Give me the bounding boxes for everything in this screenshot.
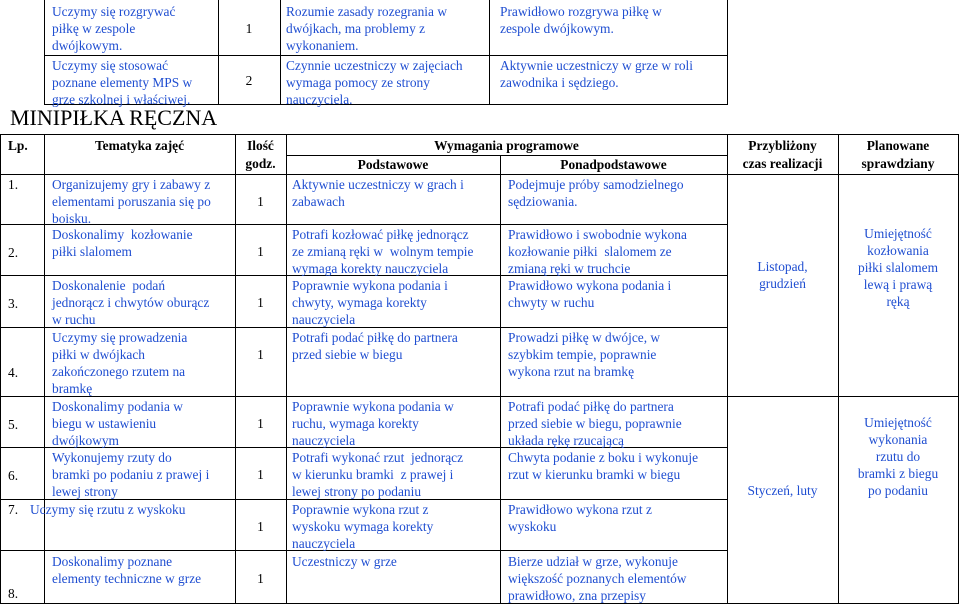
top-row-2-advanced-line: Aktywnie uczestniczy w grze w roli xyxy=(500,58,693,73)
row-basic-line: Potrafi kozłować piłkę jednorącz xyxy=(292,227,469,242)
top-row-2-topic-line: grze szkolnej i właściwej. xyxy=(52,92,191,107)
header-tests-line: sprawdziany xyxy=(861,156,935,171)
row-advanced-line: przed siebie w biegu, poprawnie xyxy=(508,416,682,431)
test-group-1-line: kozłowania xyxy=(867,243,929,258)
test-group-2-line: bramki z biegu xyxy=(857,466,939,481)
test-group-2-line: po podaniu xyxy=(868,483,928,498)
row-basic-line: nauczyciela xyxy=(292,433,356,448)
section-title: MINIPIŁKA RĘCZNA xyxy=(10,105,218,130)
row-basic-line: Uczestniczy w grze xyxy=(292,554,397,569)
row-advanced-line: wyskoku xyxy=(508,519,557,534)
row-basic-line: Poprawnie wykona podania i xyxy=(292,278,448,293)
header-time-line: czas realizacji xyxy=(742,156,823,171)
row-basic-line: chwyty, wymaga korekty xyxy=(292,295,427,310)
row-topic-line: Doskonalimy poznane xyxy=(52,554,173,569)
row-advanced-line: Potrafi podać piłkę do partnera xyxy=(508,399,674,414)
row-basic-line: lewej strony po podaniu xyxy=(292,484,422,499)
row-lp: 7. xyxy=(8,502,19,517)
row-topic-line: boisku. xyxy=(52,211,92,226)
header-hours-line: godz. xyxy=(245,156,276,171)
row-hours: 1 xyxy=(257,467,264,482)
test-group-2-line: Umiejętność xyxy=(864,415,932,430)
header-time-line: Przybliżony xyxy=(748,138,817,153)
row-topic-line: lewej strony xyxy=(52,484,118,499)
test-group-1-line: piłki slalomem xyxy=(858,260,938,275)
top-row-2-basic-line: Czynnie uczestniczy w zajęciach xyxy=(286,58,463,73)
row-basic-line: wyskoku wymaga korekty xyxy=(292,519,434,534)
row-hours: 1 xyxy=(257,571,264,586)
test-group-2-line: wykonania xyxy=(868,432,928,447)
row-topic-line: bramki po podaniu z prawej i xyxy=(52,467,210,482)
row-hours: 1 xyxy=(257,295,264,310)
row-topic-line: bramkę xyxy=(52,381,93,396)
row-lp: 8. xyxy=(8,586,19,601)
top-row-1-topic-line: dwójkowym. xyxy=(52,38,123,53)
row-advanced-line: rzut w kierunku bramki w biegu xyxy=(508,467,681,482)
row-basic-line: Poprawnie wykona rzut z xyxy=(292,502,429,517)
top-row-2-basic-line: wymaga pomocy ze strony xyxy=(286,75,430,90)
time-group-1-line: grudzień xyxy=(759,276,806,291)
header-requirements: Wymagania programowe xyxy=(434,138,579,153)
row-basic-line: nauczyciela xyxy=(292,312,356,327)
top-row-2-basic-line: nauczyciela. xyxy=(286,92,353,107)
header-hours-line: Ilość xyxy=(247,138,274,153)
row-advanced-line: prawidłowo, zna przepisy xyxy=(508,588,646,603)
row-lp: 6. xyxy=(8,468,19,483)
row-advanced-line: wykona rzut na bramkę xyxy=(508,364,635,379)
row-advanced-line: Prawidłowo wykona rzut z xyxy=(508,502,652,517)
row-topic-line: Wykonujemy rzuty do xyxy=(52,450,172,465)
top-row-1-topic-line: Uczymy się rozgrywać xyxy=(52,4,176,19)
row-topic-line: Doskonalenie podań xyxy=(52,278,166,293)
top-row-1-basic-line: wykonaniem. xyxy=(286,38,359,53)
top-row-1-basic-line: dwójkach, ma problemy z xyxy=(286,21,426,36)
row-lp: 4. xyxy=(8,365,19,380)
row-topic-line: Uczymy się prowadzenia xyxy=(52,330,188,345)
row-topic-line: biegu w ustawieniu xyxy=(52,416,157,431)
header-advanced: Ponadpodstawowe xyxy=(560,157,667,172)
row-topic-line: Uczymy się rzutu z wyskoku xyxy=(30,502,186,517)
row-topic-line: piłki slalomem xyxy=(52,244,132,259)
row-topic-line: dwójkowym xyxy=(52,433,119,448)
time-group-1-line: Listopad, xyxy=(757,259,808,274)
row-advanced-line: zmianą ręki w truchcie xyxy=(508,261,631,276)
test-group-1-line: lewą i prawą xyxy=(863,277,933,292)
top-row-2-topic-line: poznane elementy MPS w xyxy=(52,75,193,90)
row-advanced-line: Prowadzi piłkę w dwójce, w xyxy=(508,330,661,345)
row-topic-line: Organizujemy gry i zabawy z xyxy=(52,177,211,192)
top-row-2-topic-line: Uczymy się stosować xyxy=(52,58,169,73)
header-tests-line: Planowane xyxy=(866,138,930,153)
row-topic-line: w ruchu xyxy=(52,312,96,327)
row-basic-line: Aktywnie uczestniczy w grach i xyxy=(292,177,464,192)
row-basic-line: przed siebie w biegu xyxy=(292,347,403,362)
row-basic-line: Potrafi podać piłkę do partnera xyxy=(292,330,458,345)
row-lp: 3. xyxy=(8,296,19,311)
row-advanced-line: szybkim tempie, poprawnie xyxy=(508,347,657,362)
row-topic-line: elementami poruszania się po xyxy=(52,194,211,209)
header-lp: Lp. xyxy=(8,138,28,153)
row-basic-line: Poprawnie wykona podania w xyxy=(292,399,454,414)
row-advanced-line: Chwyta podanie z boku i wykonuje xyxy=(508,450,699,465)
row-topic-line: jednorącz i chwytów oburącz xyxy=(52,295,210,310)
row-advanced-line: kozłowanie piłki slalomem ze xyxy=(508,244,672,259)
row-hours: 1 xyxy=(257,244,264,259)
top-row-2-hours: 2 xyxy=(245,73,253,88)
test-group-2-line: rzutu do xyxy=(875,449,921,464)
row-advanced-line: większość poznanych elementów xyxy=(508,571,687,586)
row-basic-line: nauczyciela xyxy=(292,536,356,551)
header-basic: Podstawowe xyxy=(357,157,429,172)
row-hours: 1 xyxy=(257,416,264,431)
row-basic-line: wymaga korekty nauczyciela xyxy=(292,261,449,276)
row-advanced-line: Prawidłowo wykona podania i xyxy=(508,278,672,293)
test-group-1-line: Umiejętność xyxy=(864,226,932,241)
top-row-1-topic-line: piłkę w zespole xyxy=(52,21,136,36)
row-lp: 2. xyxy=(8,245,19,260)
top-row-1-advanced-line: Prawidłowo rozgrywa piłkę w xyxy=(500,4,662,19)
row-hours: 1 xyxy=(257,347,264,362)
row-basic-line: zabawach xyxy=(292,194,345,209)
test-group-1-line: ręką xyxy=(886,294,910,309)
top-row-1-basic-line: Rozumie zasady rozegrania w xyxy=(286,4,447,19)
time-group-2-line: Styczeń, luty xyxy=(747,483,818,498)
row-hours: 1 xyxy=(257,519,264,534)
row-lp: 1. xyxy=(8,177,19,192)
top-row-1-hours: 1 xyxy=(245,21,253,36)
row-hours: 1 xyxy=(257,194,264,209)
top-row-1-advanced-line: zespole dwójkowym. xyxy=(500,21,614,36)
row-advanced-line: Podejmuje próby samodzielnego xyxy=(508,177,684,192)
row-advanced-line: Bierze udział w grze, wykonuje xyxy=(508,554,678,569)
row-basic-line: w kierunku bramki z prawej i xyxy=(292,467,454,482)
row-advanced-line: sędziowania. xyxy=(508,194,578,209)
row-basic-line: ruchu, wymaga korekty xyxy=(292,416,419,431)
row-advanced-line: chwyty w ruchu xyxy=(508,295,595,310)
row-topic-line: zakończonego rzutem na xyxy=(52,364,186,379)
row-advanced-line: układa rękę rzucającą xyxy=(508,433,624,448)
row-topic-line: elementy techniczne w grze xyxy=(52,571,202,586)
row-topic-line: piłki w dwójkach xyxy=(52,347,145,362)
row-topic-line: Doskonalimy podania w xyxy=(52,399,183,414)
row-lp: 5. xyxy=(8,417,19,432)
row-basic-line: Potrafi wykonać rzut jednorącz xyxy=(292,450,464,465)
row-advanced-line: Prawidłowo i swobodnie wykona xyxy=(508,227,687,242)
top-row-2-advanced-line: zawodnika i sędziego. xyxy=(500,75,619,90)
row-basic-line: ze zmianą ręki w wolnym tempie xyxy=(292,244,474,259)
row-topic-line: Doskonalimy kozłowanie xyxy=(52,227,193,242)
header-topics: Tematyka zajęć xyxy=(94,138,185,153)
